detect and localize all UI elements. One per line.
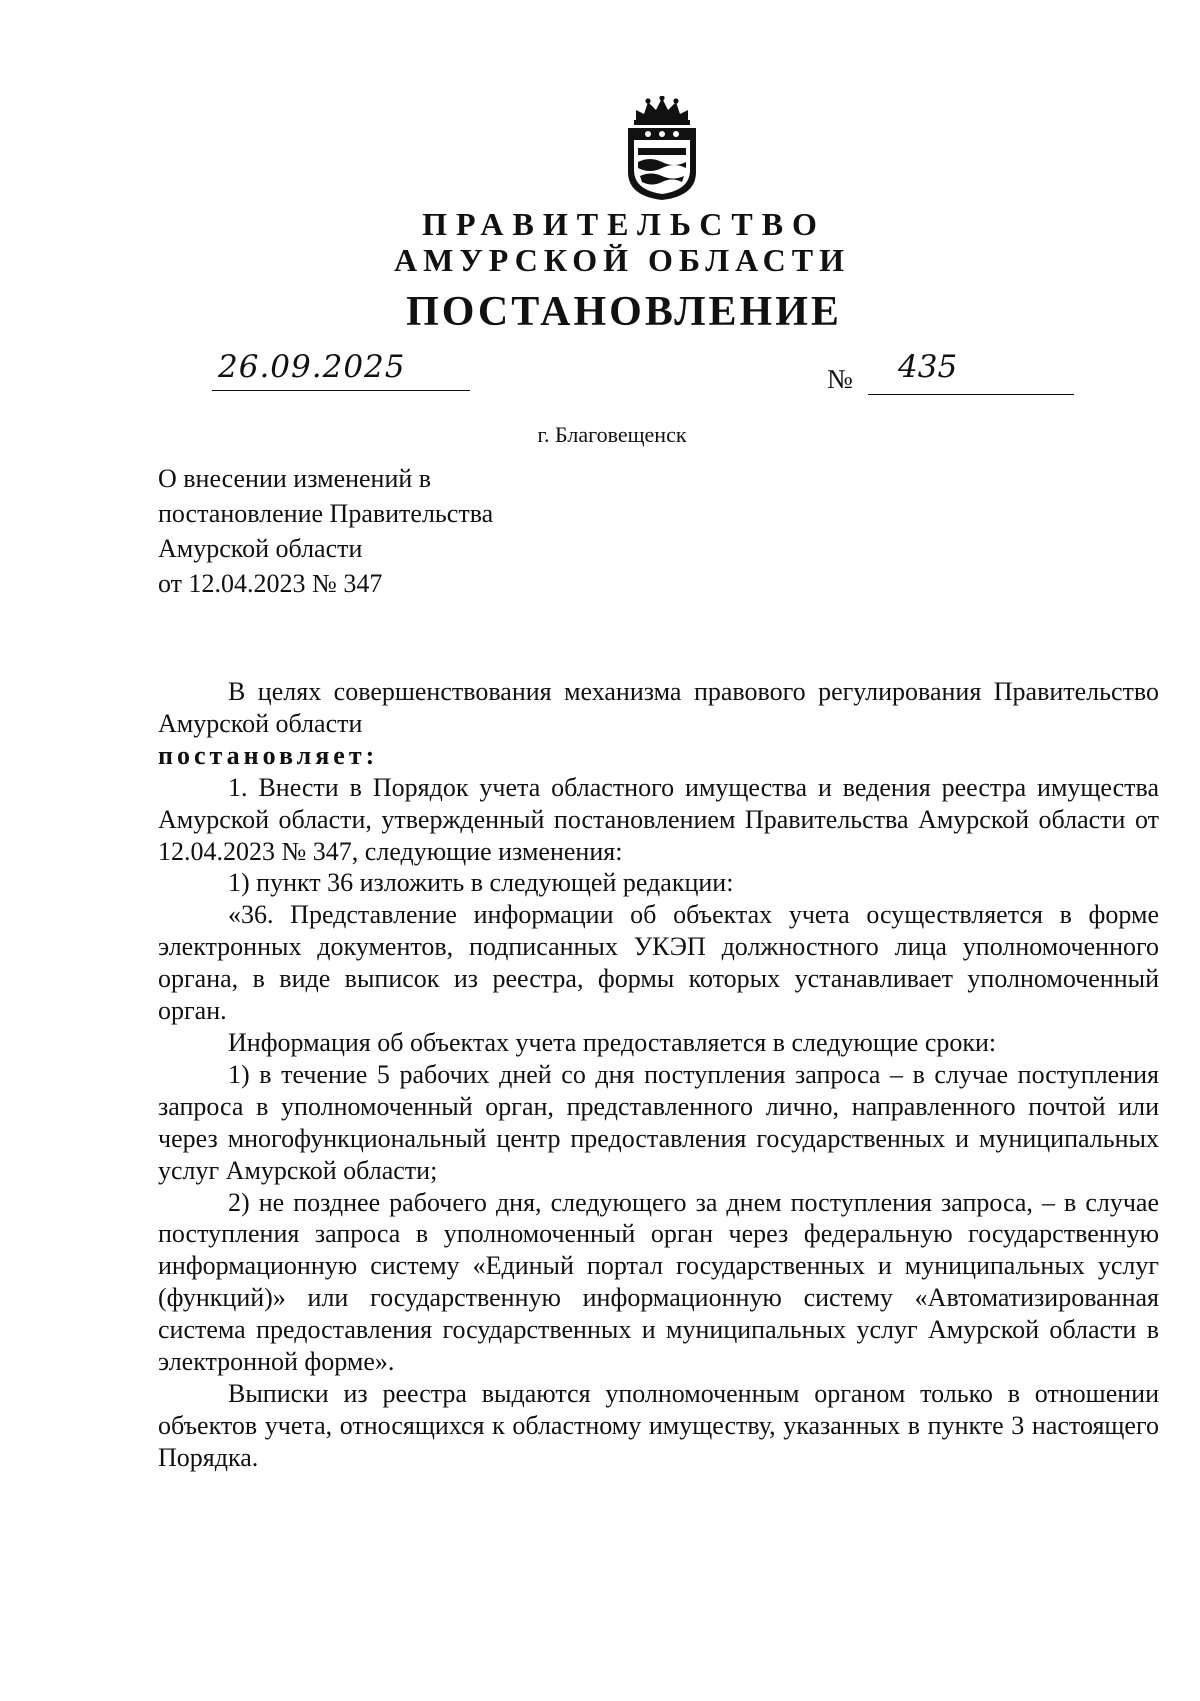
document-body bbox=[158, 676, 1159, 1474]
body-paragraph: 2) не позднее рабочего дня, следующего за днем поступления запроса, – в случае поступления запроса в уполномоченный орган через федеральную государственную информационную систему «Единый портал государственных и муниципальных услуг (функций)» или государственную информационную систему «Автоматизированная система предоставления государственных и муниципальных услуг Амурской области в электронной форме». bbox=[158, 1187, 1159, 1377]
body-paragraph: Информация об объектах учета предоставляется в следующие сроки: bbox=[228, 1027, 997, 1057]
document-number: 435 bbox=[898, 349, 958, 385]
document-date: 26.09.2025 bbox=[218, 349, 406, 385]
body-paragraph: 1. Внести в Порядок учета областного имущества и ведения реестра имущества Амурской области, утвержденный постановлением Правительства Амурской области от 12.04.2023 № 347, следующие изменения: bbox=[158, 772, 1159, 866]
subject-line: от 12.04.2023 № 347 bbox=[158, 569, 383, 598]
body-paragraph: «36. Представление информации об объектах учета осуществляется в форме электронных документов, подписанных УКЭП должностного лица уполномоченного органа, в виде выписок из реестра, формы которых устанавливает уполномоченный орган. bbox=[158, 900, 1159, 1026]
resolves-word: постановляет: bbox=[158, 740, 379, 770]
body-paragraph: 1) пункт 36 изложить в следующей редакции: bbox=[228, 868, 734, 898]
org-title-line1: ПРАВИТЕЛЬСТВО bbox=[422, 206, 826, 242]
subject-line: постановление Правительства bbox=[158, 499, 494, 528]
body-paragraph: Выписки из реестра выдаются уполномоченным органом только в отношении объектов учета, относящихся к областному имуществу, указанных в пункте 3 настоящего Порядка. bbox=[158, 1378, 1159, 1472]
document-subject bbox=[158, 461, 493, 601]
document-type-title: ПОСТАНОВЛЕНИЕ bbox=[406, 289, 842, 335]
date-underline bbox=[212, 390, 470, 391]
preamble-paragraph: В целях совершенствования механизма правового регулирования Правительство Амурской области bbox=[158, 677, 1159, 738]
number-sign: № bbox=[827, 364, 853, 394]
subject-line: Амурской области bbox=[158, 534, 363, 563]
body-paragraph: 1) в течение 5 рабочих дней со дня поступления запроса – в случае поступления запроса в уполномоченный орган, представленного лично, направленного почтой или через многофункциональный центр предоставления государственных и муниципальных услуг Амурской области; bbox=[158, 1059, 1159, 1185]
amur-oblast-coat-of-arms-icon bbox=[622, 96, 702, 201]
city-name: г. Благовещенск bbox=[537, 422, 687, 447]
org-title-line2: АМУРСКОЙ ОБЛАСТИ bbox=[394, 242, 850, 278]
number-underline bbox=[868, 394, 1074, 395]
subject-line: О внесении изменений в bbox=[158, 464, 432, 493]
